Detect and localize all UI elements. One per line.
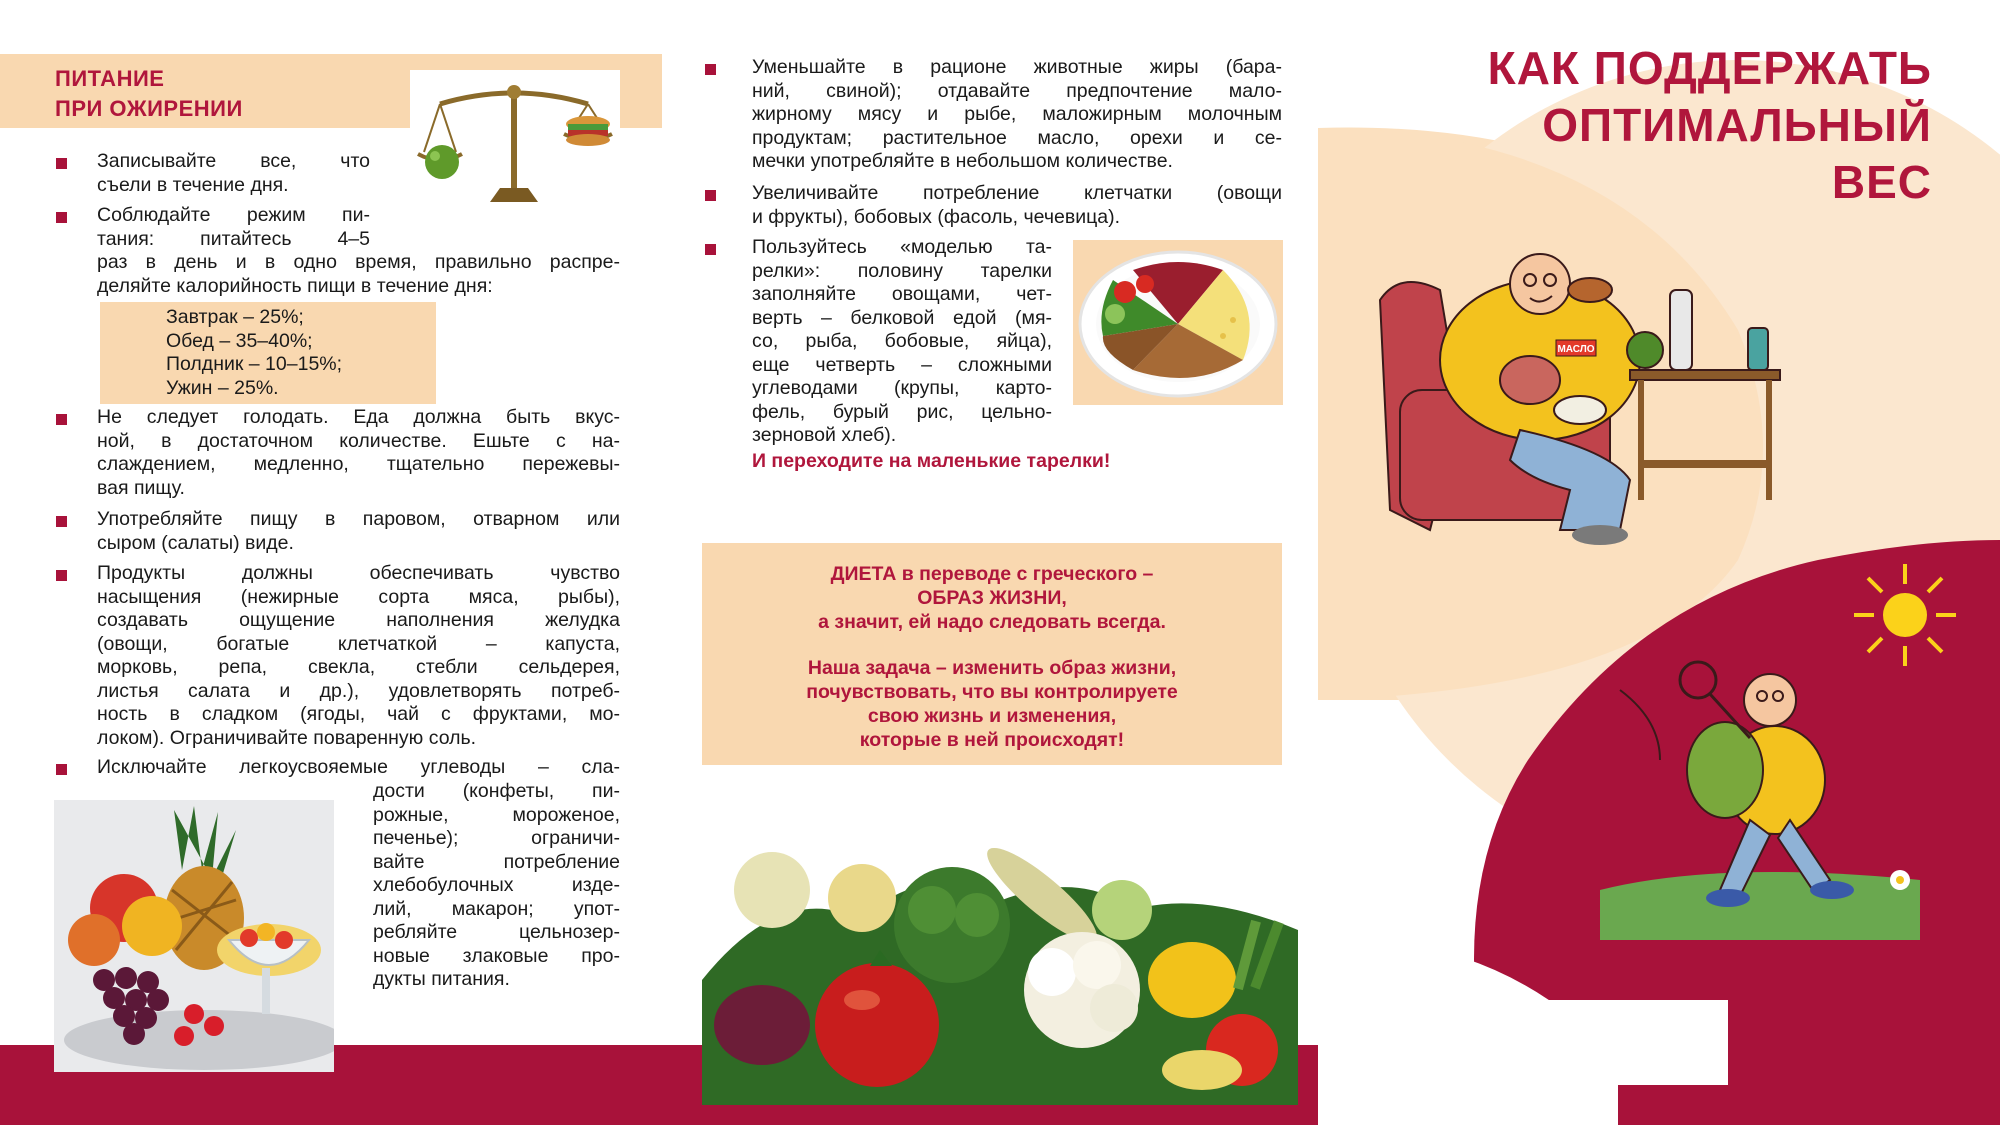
scale-illustration	[410, 70, 620, 216]
fruit-photo	[54, 800, 334, 1072]
tip-reduce-fats: Уменьшайте в рационе животные жиры (бара- ний, свиной); отдавайте предпочтение мало- жирному мясу и рыбе, маложирным молочным продуктам; растительное масло, орехи и се- мечки употребляйте в небольшом количестве.	[752, 56, 1282, 172]
fridge-label: МАСЛО	[1557, 344, 1595, 355]
meal-breakfast: Завтрак – 25%;	[166, 306, 304, 328]
meal-distribution-list	[166, 306, 342, 400]
bullet-marker	[56, 764, 67, 775]
section-title: ПИТАНИЕ ПРИ ОЖИРЕНИИ	[55, 66, 243, 121]
tip-meal-schedule: Соблюдайте режим пи- тания: питайтесь 4–5 раз в день и в одно время, правильно распре- деляйте калорийность пищи в течение дня:	[97, 204, 620, 297]
diet-definition: ДИЕТА в переводе с греческого – ОБРАЗ ЖИЗНИ, а значит, ей надо следовать всегда.	[818, 563, 1166, 633]
our-task-statement: Наша задача – изменить образ жизни, почувствовать, что вы контролируете свою жизнь и изменения, которые в ней происходят!	[806, 657, 1178, 751]
plate-photo	[1073, 240, 1283, 405]
cover-blank-area	[1348, 1000, 1728, 1085]
bullet-marker	[705, 190, 716, 201]
tip-more-fiber: Увеличивайте потребление клетчатки (овощи и фрукты), бобовых (фасоль, чечевица).	[752, 182, 1282, 228]
small-plates-tip: И переходите на маленькие тарелки!	[752, 450, 1111, 472]
tip-cooking-method: Употребляйте пищу в паровом, отварном или сыром (салаты) виде.	[97, 508, 620, 554]
meal-snack: Полдник – 10–15%;	[166, 353, 343, 375]
man-walking-illustration	[1600, 660, 1920, 940]
tip-no-starving: Не следует голодать. Еда должна быть вкус- ной, в достаточном количестве. Ешьте с на- слаждением, медленно, тщательно пережевы- вая пищу.	[97, 406, 620, 499]
tip-satiety-products: Продукты должны обеспечивать чувство насыщения (нежирные сорта мяса, рыбы), создавать ощущение наполнения желудка (овощи, богатые клетчаткой – капуста, морковь, репа, свекла, стебли сельдерея, листья салата и др.), удовлетворять потреб- ность в сладком (ягоды, чай с фруктами, мо- локом). Ограничивайте поваренную соль.	[97, 562, 620, 749]
bullet-marker	[56, 516, 67, 527]
tip-exclude-carbs: Исключайте легкоусвояемые углеводы – сла-	[97, 756, 620, 778]
bullet-marker	[56, 212, 67, 223]
tip-exclude-carbs-cont: дости (конфеты, пи- рожные, мороженое, печенье); ограничи- вайте потребление хлебобулочных изде- лий, макарон; упот- ребляйте цельнозер- новые злаковые про- дукты питания.	[373, 780, 620, 990]
man-eating-illustration	[1370, 250, 1830, 550]
tip-record-meals: Записывайте все, что съели в течение дня.	[97, 150, 370, 196]
cover-title: КАК ПОДДЕРЖАТЬ ОПТИМАЛЬНЫЙ ВЕС	[1487, 42, 1932, 208]
meal-lunch: Обед – 35–40%;	[166, 329, 313, 352]
bullet-marker	[56, 570, 67, 581]
bullet-marker	[705, 64, 716, 75]
vegetables-photo	[702, 840, 1298, 1105]
sun-icon	[1850, 560, 1960, 670]
tip-plate-model: Пользуйтесь «моделью та- релки»: половину тарелки заполняйте овощами, чет- верть – белковой едой (мя- со, рыба, бобовые, яйца), еще четверть – сложными углеводами (крупы, карто- фель, бурый рис, цельно- зерновой хлеб).	[752, 236, 1052, 446]
bullet-marker	[56, 158, 67, 169]
meal-dinner: Ужин – 25%.	[166, 376, 279, 399]
bullet-marker	[705, 244, 716, 255]
bullet-marker	[56, 414, 67, 425]
